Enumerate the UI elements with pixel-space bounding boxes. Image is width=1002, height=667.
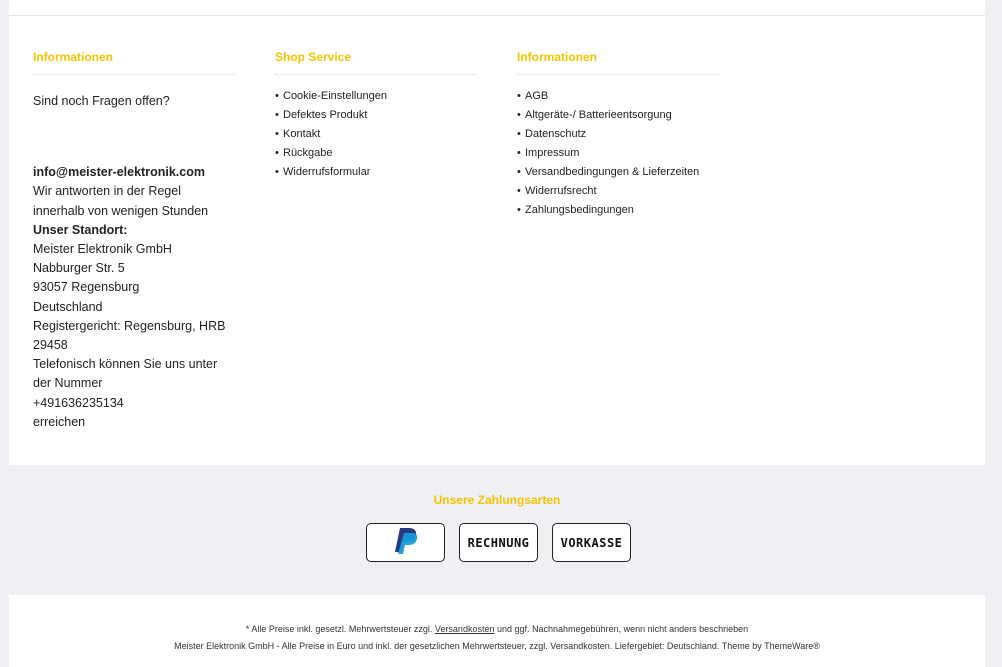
paypal-logo-icon <box>392 525 420 560</box>
list-item: • Kontakt <box>275 128 321 140</box>
company-name: Meister Elektronik GmbH <box>33 242 172 257</box>
list-item: • Rückgabe <box>275 147 333 159</box>
list-item: • Widerrufsrecht <box>517 185 597 197</box>
footer-column-shop-service <box>275 50 477 182</box>
list-item: • Cookie-Einstellungen <box>275 90 387 102</box>
legal-heading: Informationen <box>517 50 719 75</box>
country: Deutschland <box>33 299 103 314</box>
question-text: Sind noch Fragen offen? <box>33 94 170 108</box>
list-item: • Zahlungsbedingungen <box>517 204 634 216</box>
list-item: • AGB <box>517 90 549 102</box>
company-note: Meister Elektronik GmbH - Alle Preise in Euro und inkl. der gesetzlichen Mehrwertsteuer, zzgl. Versandkosten. Liefergebiet: Deutschland. Theme by ThemeWare® <box>174 641 820 651</box>
link-payment-terms[interactable]: Zahlungsbedingungen <box>525 204 634 216</box>
page-frame <box>9 0 985 667</box>
contact-block <box>33 163 235 432</box>
footer-main <box>9 16 985 465</box>
paypal-button[interactable] <box>366 523 445 562</box>
invoice-label: RECHNUNG <box>467 535 530 550</box>
top-strip <box>9 0 985 16</box>
link-imprint[interactable]: Impressum <box>525 147 580 159</box>
info-heading: Informationen <box>33 50 235 75</box>
email-link[interactable]: info@meister-elektronik.com <box>33 165 205 180</box>
list-item: • Defektes Produkt <box>275 109 368 121</box>
link-return[interactable]: Rückgabe <box>283 147 333 159</box>
bottom-bar <box>9 595 985 667</box>
link-battery-disposal[interactable]: Altgeräte-/ Batterieentsorgung <box>525 109 672 121</box>
phone-intro: Telefonisch können Sie uns unter der Nummer <box>33 357 218 391</box>
prepayment-button[interactable] <box>552 523 631 562</box>
list-item: • Altgeräte-/ Batterieentsorgung <box>517 109 672 121</box>
price-note <box>9 624 985 634</box>
list-item: • Datenschutz <box>517 128 587 140</box>
footer-column-info <box>33 50 235 432</box>
price-note-prefix: * Alle Preise inkl. gesetzl. Mehrwertsteuer zzgl. <box>245 624 433 634</box>
legal-list <box>517 87 719 220</box>
register-info: Registergericht: Regensburg, HRB 29458 <box>33 318 226 353</box>
shop-service-list <box>275 87 477 182</box>
link-agb[interactable]: AGB <box>525 90 549 102</box>
location-heading: Unser Standort: <box>33 222 128 237</box>
list-item: • Widerrufsformular <box>275 166 371 178</box>
link-withdrawal-right[interactable]: Widerrufsrecht <box>525 185 597 197</box>
payment-section <box>9 465 985 595</box>
link-contact[interactable]: Kontakt <box>283 128 321 140</box>
city-address: 93057 Regensburg <box>33 280 140 295</box>
invoice-button[interactable] <box>459 523 538 562</box>
payment-heading: Unsere Zahlungsarten <box>433 493 561 507</box>
prepayment-label: VORKASSE <box>560 535 623 550</box>
shop-service-heading: Shop Service <box>275 50 477 75</box>
list-item: • Versandbedingungen & Lieferzeiten <box>517 166 700 178</box>
price-note-suffix: und ggf. Nachnahmegebühren, wenn nicht anders beschrieben <box>496 624 749 634</box>
list-item: • Impressum <box>517 147 580 159</box>
phone-link[interactable]: +491636235134 <box>33 395 124 410</box>
link-defective-product[interactable]: Defektes Produkt <box>283 109 368 121</box>
link-privacy[interactable]: Datenschutz <box>525 128 587 140</box>
street-address: Nabburger Str. 5 <box>33 261 125 276</box>
email-note: Wir antworten in der Regel innerhalb von wenigen Stunden <box>33 184 209 218</box>
link-withdrawal-form[interactable]: Widerrufsformular <box>283 166 371 178</box>
link-cookie-settings[interactable]: Cookie-Einstellungen <box>283 90 387 102</box>
link-shipping-terms[interactable]: Versandbedingungen & Lieferzeiten <box>525 166 700 178</box>
phone-outro: erreichen <box>33 414 86 429</box>
footer-column-legal <box>517 50 719 220</box>
shipping-costs-link[interactable]: Versandkosten <box>434 624 495 634</box>
payment-methods <box>366 523 631 562</box>
